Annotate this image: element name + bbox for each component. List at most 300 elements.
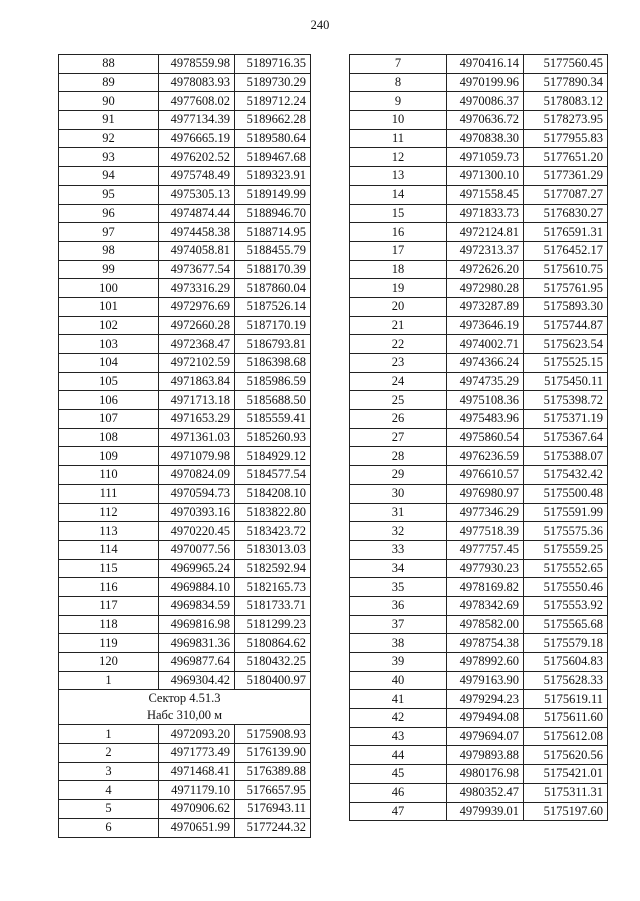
coord-y: 5177651.20 — [524, 148, 608, 167]
coord-y: 5175553.92 — [524, 596, 608, 615]
table-row — [59, 204, 311, 223]
point-number: 1 — [59, 725, 159, 744]
point-number: 108 — [59, 428, 159, 447]
table-row — [59, 223, 311, 242]
coord-y: 5189716.35 — [235, 55, 311, 74]
coord-x: 4979893.88 — [447, 746, 524, 765]
coord-x: 4969884.10 — [159, 578, 235, 597]
coord-x: 4973316.29 — [159, 279, 235, 298]
coord-y: 5175432.42 — [524, 466, 608, 485]
coord-x: 4971179.10 — [159, 781, 235, 800]
coord-y: 5189580.64 — [235, 129, 311, 148]
coord-x: 4972093.20 — [159, 725, 235, 744]
point-number: 117 — [59, 596, 159, 615]
coord-y: 5175197.60 — [524, 802, 608, 821]
point-number: 97 — [59, 223, 159, 242]
coord-x: 4977608.02 — [159, 92, 235, 111]
point-number: 33 — [350, 540, 447, 559]
coord-y: 5189467.68 — [235, 148, 311, 167]
coord-y: 5185688.50 — [235, 391, 311, 410]
coord-y: 5178273.95 — [524, 111, 608, 130]
coord-x: 4977346.29 — [447, 503, 524, 522]
coord-y: 5175398.72 — [524, 391, 608, 410]
point-number: 104 — [59, 354, 159, 373]
table-row — [59, 762, 311, 781]
table-row — [350, 540, 608, 559]
table-row — [59, 540, 311, 559]
coord-x: 4972660.28 — [159, 316, 235, 335]
coord-x: 4978342.69 — [447, 596, 524, 615]
table-row — [350, 148, 608, 167]
coord-y: 5183013.03 — [235, 540, 311, 559]
coord-y: 5188714.95 — [235, 223, 311, 242]
coord-x: 4974002.71 — [447, 335, 524, 354]
coord-x: 4978582.00 — [447, 615, 524, 634]
coord-x: 4977930.23 — [447, 559, 524, 578]
point-number: 2 — [59, 744, 159, 763]
coord-y: 5186793.81 — [235, 335, 311, 354]
point-number: 119 — [59, 634, 159, 653]
point-number: 42 — [350, 709, 447, 728]
point-number: 5 — [59, 800, 159, 819]
table-row — [59, 559, 311, 578]
coord-x: 4970220.45 — [159, 522, 235, 541]
coord-x: 4969834.59 — [159, 596, 235, 615]
table-row — [350, 783, 608, 802]
point-number: 109 — [59, 447, 159, 466]
point-number: 32 — [350, 522, 447, 541]
coord-x: 4971300.10 — [447, 167, 524, 186]
table-row — [59, 92, 311, 111]
point-number: 38 — [350, 634, 447, 653]
table-row — [350, 634, 608, 653]
coord-x: 4971863.84 — [159, 372, 235, 391]
coord-y: 5177244.32 — [235, 818, 311, 837]
point-number: 92 — [59, 129, 159, 148]
coord-y: 5189323.91 — [235, 167, 311, 186]
coord-x: 4976980.97 — [447, 484, 524, 503]
coord-y: 5187860.04 — [235, 279, 311, 298]
coord-y: 5175628.33 — [524, 671, 608, 690]
table-row — [350, 765, 608, 784]
point-number: 94 — [59, 167, 159, 186]
point-number: 114 — [59, 540, 159, 559]
coord-x: 4969816.98 — [159, 615, 235, 634]
coord-y: 5176657.95 — [235, 781, 311, 800]
point-number: 40 — [350, 671, 447, 690]
coord-x: 4978992.60 — [447, 653, 524, 672]
coord-y: 5175550.46 — [524, 578, 608, 597]
table-row — [59, 725, 311, 744]
coord-y: 5175761.95 — [524, 279, 608, 298]
table-row — [59, 316, 311, 335]
coordinates-table-right — [349, 54, 608, 821]
coord-x: 4980352.47 — [447, 783, 524, 802]
point-number: 47 — [350, 802, 447, 821]
table-row — [59, 781, 311, 800]
point-number: 21 — [350, 316, 447, 335]
coord-y: 5176830.27 — [524, 204, 608, 223]
table-row — [350, 746, 608, 765]
coord-y: 5180400.97 — [235, 671, 311, 690]
coord-x: 4973677.54 — [159, 260, 235, 279]
coord-y: 5175565.68 — [524, 615, 608, 634]
table-row — [350, 671, 608, 690]
coord-y: 5177955.83 — [524, 129, 608, 148]
coord-y: 5188455.79 — [235, 241, 311, 260]
coord-x: 4975483.96 — [447, 410, 524, 429]
coord-y: 5180432.25 — [235, 653, 311, 672]
table-row — [350, 690, 608, 709]
coord-x: 4976202.52 — [159, 148, 235, 167]
coord-x: 4972626.20 — [447, 260, 524, 279]
coord-y: 5175591.99 — [524, 503, 608, 522]
coord-y: 5183822.80 — [235, 503, 311, 522]
point-number: 46 — [350, 783, 447, 802]
coord-x: 4977518.39 — [447, 522, 524, 541]
coord-y: 5176943.11 — [235, 800, 311, 819]
point-number: 107 — [59, 410, 159, 429]
coord-x: 4970651.99 — [159, 818, 235, 837]
table-row — [59, 185, 311, 204]
coord-y: 5175367.64 — [524, 428, 608, 447]
table-row — [350, 727, 608, 746]
coord-x: 4976236.59 — [447, 447, 524, 466]
table-row — [59, 148, 311, 167]
coord-x: 4977757.45 — [447, 540, 524, 559]
point-number: 20 — [350, 297, 447, 316]
coord-y: 5175744.87 — [524, 316, 608, 335]
coord-y: 5175371.19 — [524, 410, 608, 429]
table-row — [59, 615, 311, 634]
coord-x: 4978083.93 — [159, 73, 235, 92]
coord-x: 4974735.29 — [447, 372, 524, 391]
table-row — [59, 55, 311, 74]
coord-y: 5177560.45 — [524, 55, 608, 74]
coord-x: 4971361.03 — [159, 428, 235, 447]
page-number: 240 — [310, 18, 330, 32]
point-number: 102 — [59, 316, 159, 335]
coord-y: 5185559.41 — [235, 410, 311, 429]
coord-y: 5176591.31 — [524, 223, 608, 242]
point-number: 10 — [350, 111, 447, 130]
point-number: 39 — [350, 653, 447, 672]
table-row — [59, 354, 311, 373]
coord-x: 4970824.09 — [159, 466, 235, 485]
table-row — [350, 316, 608, 335]
table-row — [59, 634, 311, 653]
table-row — [350, 428, 608, 447]
coord-x: 4979939.01 — [447, 802, 524, 821]
coord-x: 4970594.73 — [159, 484, 235, 503]
coord-x: 4972980.28 — [447, 279, 524, 298]
point-number: 35 — [350, 578, 447, 597]
sector-title: Сектор 4.51.3 — [148, 691, 221, 706]
point-number: 89 — [59, 73, 159, 92]
point-number: 15 — [350, 204, 447, 223]
table-row — [350, 391, 608, 410]
coord-y: 5181299.23 — [235, 615, 311, 634]
coord-x: 4978754.38 — [447, 634, 524, 653]
coord-x: 4972313.37 — [447, 241, 524, 260]
table-row — [59, 596, 311, 615]
coord-y: 5189730.29 — [235, 73, 311, 92]
table-row — [59, 279, 311, 298]
coord-x: 4979294.23 — [447, 690, 524, 709]
table-row — [350, 484, 608, 503]
point-number: 28 — [350, 447, 447, 466]
point-number: 100 — [59, 279, 159, 298]
point-number: 105 — [59, 372, 159, 391]
table-row — [350, 279, 608, 298]
table-row — [350, 615, 608, 634]
coord-y: 5188946.70 — [235, 204, 311, 223]
coord-y: 5175388.07 — [524, 447, 608, 466]
coord-x: 4979163.90 — [447, 671, 524, 690]
table-row — [59, 167, 311, 186]
table-row — [59, 484, 311, 503]
point-number: 116 — [59, 578, 159, 597]
table-row — [350, 185, 608, 204]
coord-y: 5182592.94 — [235, 559, 311, 578]
coord-x: 4973287.89 — [447, 297, 524, 316]
table-row — [59, 372, 311, 391]
table-row — [350, 167, 608, 186]
point-number: 36 — [350, 596, 447, 615]
coord-x: 4974366.24 — [447, 354, 524, 373]
coord-y: 5181733.71 — [235, 596, 311, 615]
coord-x: 4970393.16 — [159, 503, 235, 522]
coord-x: 4974874.44 — [159, 204, 235, 223]
coord-y: 5175611.60 — [524, 709, 608, 728]
point-number: 30 — [350, 484, 447, 503]
coord-x: 4974058.81 — [159, 241, 235, 260]
table-row — [59, 335, 311, 354]
point-number: 90 — [59, 92, 159, 111]
coord-y: 5175604.83 — [524, 653, 608, 672]
point-number: 25 — [350, 391, 447, 410]
point-number: 95 — [59, 185, 159, 204]
coord-y: 5180864.62 — [235, 634, 311, 653]
point-number: 93 — [59, 148, 159, 167]
point-number: 26 — [350, 410, 447, 429]
point-number: 7 — [350, 55, 447, 74]
point-number: 98 — [59, 241, 159, 260]
table-row — [59, 744, 311, 763]
table-row — [59, 260, 311, 279]
coord-y: 5175575.36 — [524, 522, 608, 541]
coord-y: 5177087.27 — [524, 185, 608, 204]
table-row — [59, 800, 311, 819]
table-row — [350, 503, 608, 522]
table-row — [59, 129, 311, 148]
coord-x: 4971653.29 — [159, 410, 235, 429]
table-row — [350, 802, 608, 821]
table-row — [350, 129, 608, 148]
coord-x: 4974458.38 — [159, 223, 235, 242]
point-number: 23 — [350, 354, 447, 373]
sector-header-row — [59, 690, 311, 725]
table-row — [350, 372, 608, 391]
point-number: 106 — [59, 391, 159, 410]
coord-y: 5175525.15 — [524, 354, 608, 373]
point-number: 111 — [59, 484, 159, 503]
table-row — [350, 447, 608, 466]
coord-x: 4971468.41 — [159, 762, 235, 781]
point-number: 11 — [350, 129, 447, 148]
coord-x: 4977134.39 — [159, 111, 235, 130]
point-number: 99 — [59, 260, 159, 279]
coord-y: 5175908.93 — [235, 725, 311, 744]
coord-x: 4969304.42 — [159, 671, 235, 690]
coord-x: 4970199.96 — [447, 73, 524, 92]
point-number: 43 — [350, 727, 447, 746]
table-row — [350, 92, 608, 111]
point-number: 13 — [350, 167, 447, 186]
coord-x: 4978169.82 — [447, 578, 524, 597]
point-number: 96 — [59, 204, 159, 223]
point-number: 17 — [350, 241, 447, 260]
coord-x: 4969965.24 — [159, 559, 235, 578]
table-row — [350, 55, 608, 74]
point-number: 88 — [59, 55, 159, 74]
table-row — [59, 73, 311, 92]
coord-y: 5175450.11 — [524, 372, 608, 391]
table-row — [59, 447, 311, 466]
table-row — [350, 204, 608, 223]
point-number: 41 — [350, 690, 447, 709]
table-row — [59, 671, 311, 690]
coord-x: 4972976.69 — [159, 297, 235, 316]
coord-y: 5175311.31 — [524, 783, 608, 802]
coord-x: 4972368.47 — [159, 335, 235, 354]
coord-x: 4971773.49 — [159, 744, 235, 763]
coord-y: 5175620.56 — [524, 746, 608, 765]
coord-y: 5175421.01 — [524, 765, 608, 784]
coord-y: 5182165.73 — [235, 578, 311, 597]
table-row — [59, 818, 311, 837]
coord-x: 4970906.62 — [159, 800, 235, 819]
coord-y: 5184208.10 — [235, 484, 311, 503]
coord-y: 5177361.29 — [524, 167, 608, 186]
point-number: 115 — [59, 559, 159, 578]
coord-y: 5175623.54 — [524, 335, 608, 354]
table-row — [59, 503, 311, 522]
table-row — [350, 354, 608, 373]
coord-y: 5175612.08 — [524, 727, 608, 746]
point-number: 118 — [59, 615, 159, 634]
table-row — [59, 241, 311, 260]
table-row — [59, 522, 311, 541]
point-number: 34 — [350, 559, 447, 578]
coord-x: 4975305.13 — [159, 185, 235, 204]
point-number: 91 — [59, 111, 159, 130]
table-row — [350, 596, 608, 615]
point-number: 37 — [350, 615, 447, 634]
coord-y: 5184929.12 — [235, 447, 311, 466]
coord-y: 5175552.65 — [524, 559, 608, 578]
coord-x: 4971833.73 — [447, 204, 524, 223]
coord-y: 5187170.19 — [235, 316, 311, 335]
point-number: 44 — [350, 746, 447, 765]
coord-y: 5183423.72 — [235, 522, 311, 541]
coord-y: 5186398.68 — [235, 354, 311, 373]
table-row — [350, 335, 608, 354]
point-number: 27 — [350, 428, 447, 447]
point-number: 3 — [59, 762, 159, 781]
table-row — [350, 466, 608, 485]
table-row — [59, 466, 311, 485]
table-row — [350, 111, 608, 130]
point-number: 8 — [350, 73, 447, 92]
point-number: 4 — [59, 781, 159, 800]
point-number: 19 — [350, 279, 447, 298]
coord-y: 5175893.30 — [524, 297, 608, 316]
point-number: 16 — [350, 223, 447, 242]
table-row — [350, 559, 608, 578]
table-row — [350, 578, 608, 597]
table-row — [59, 297, 311, 316]
point-number: 1 — [59, 671, 159, 690]
coord-x: 4970086.37 — [447, 92, 524, 111]
coord-x: 4979694.07 — [447, 727, 524, 746]
coord-y: 5176139.90 — [235, 744, 311, 763]
table-row — [350, 653, 608, 672]
point-number: 112 — [59, 503, 159, 522]
coord-x: 4970636.72 — [447, 111, 524, 130]
point-number: 12 — [350, 148, 447, 167]
point-number: 110 — [59, 466, 159, 485]
coord-y: 5175500.48 — [524, 484, 608, 503]
point-number: 14 — [350, 185, 447, 204]
sector-height: Набс 310,00 м — [146, 708, 223, 723]
coord-x: 4975748.49 — [159, 167, 235, 186]
table-row — [59, 578, 311, 597]
table-row — [350, 709, 608, 728]
table-row — [350, 260, 608, 279]
point-number: 103 — [59, 335, 159, 354]
coord-y: 5189712.24 — [235, 92, 311, 111]
point-number: 113 — [59, 522, 159, 541]
point-number: 22 — [350, 335, 447, 354]
coord-x: 4970838.30 — [447, 129, 524, 148]
coord-x: 4972124.81 — [447, 223, 524, 242]
coord-y: 5175610.75 — [524, 260, 608, 279]
table-row — [350, 410, 608, 429]
table-row — [59, 111, 311, 130]
coord-y: 5175619.11 — [524, 690, 608, 709]
table-row — [350, 241, 608, 260]
sector-header — [59, 690, 311, 725]
coord-y: 5185986.59 — [235, 372, 311, 391]
coord-x: 4972102.59 — [159, 354, 235, 373]
coord-x: 4978559.98 — [159, 55, 235, 74]
point-number: 18 — [350, 260, 447, 279]
table-row — [59, 653, 311, 672]
point-number: 31 — [350, 503, 447, 522]
coord-x: 4969877.64 — [159, 653, 235, 672]
point-number: 101 — [59, 297, 159, 316]
point-number: 45 — [350, 765, 447, 784]
table-row — [350, 73, 608, 92]
coord-x: 4976665.19 — [159, 129, 235, 148]
coord-y: 5188170.39 — [235, 260, 311, 279]
coord-x: 4971558.45 — [447, 185, 524, 204]
coord-y: 5176452.17 — [524, 241, 608, 260]
point-number: 6 — [59, 818, 159, 837]
coord-x: 4975108.36 — [447, 391, 524, 410]
table-row — [350, 297, 608, 316]
